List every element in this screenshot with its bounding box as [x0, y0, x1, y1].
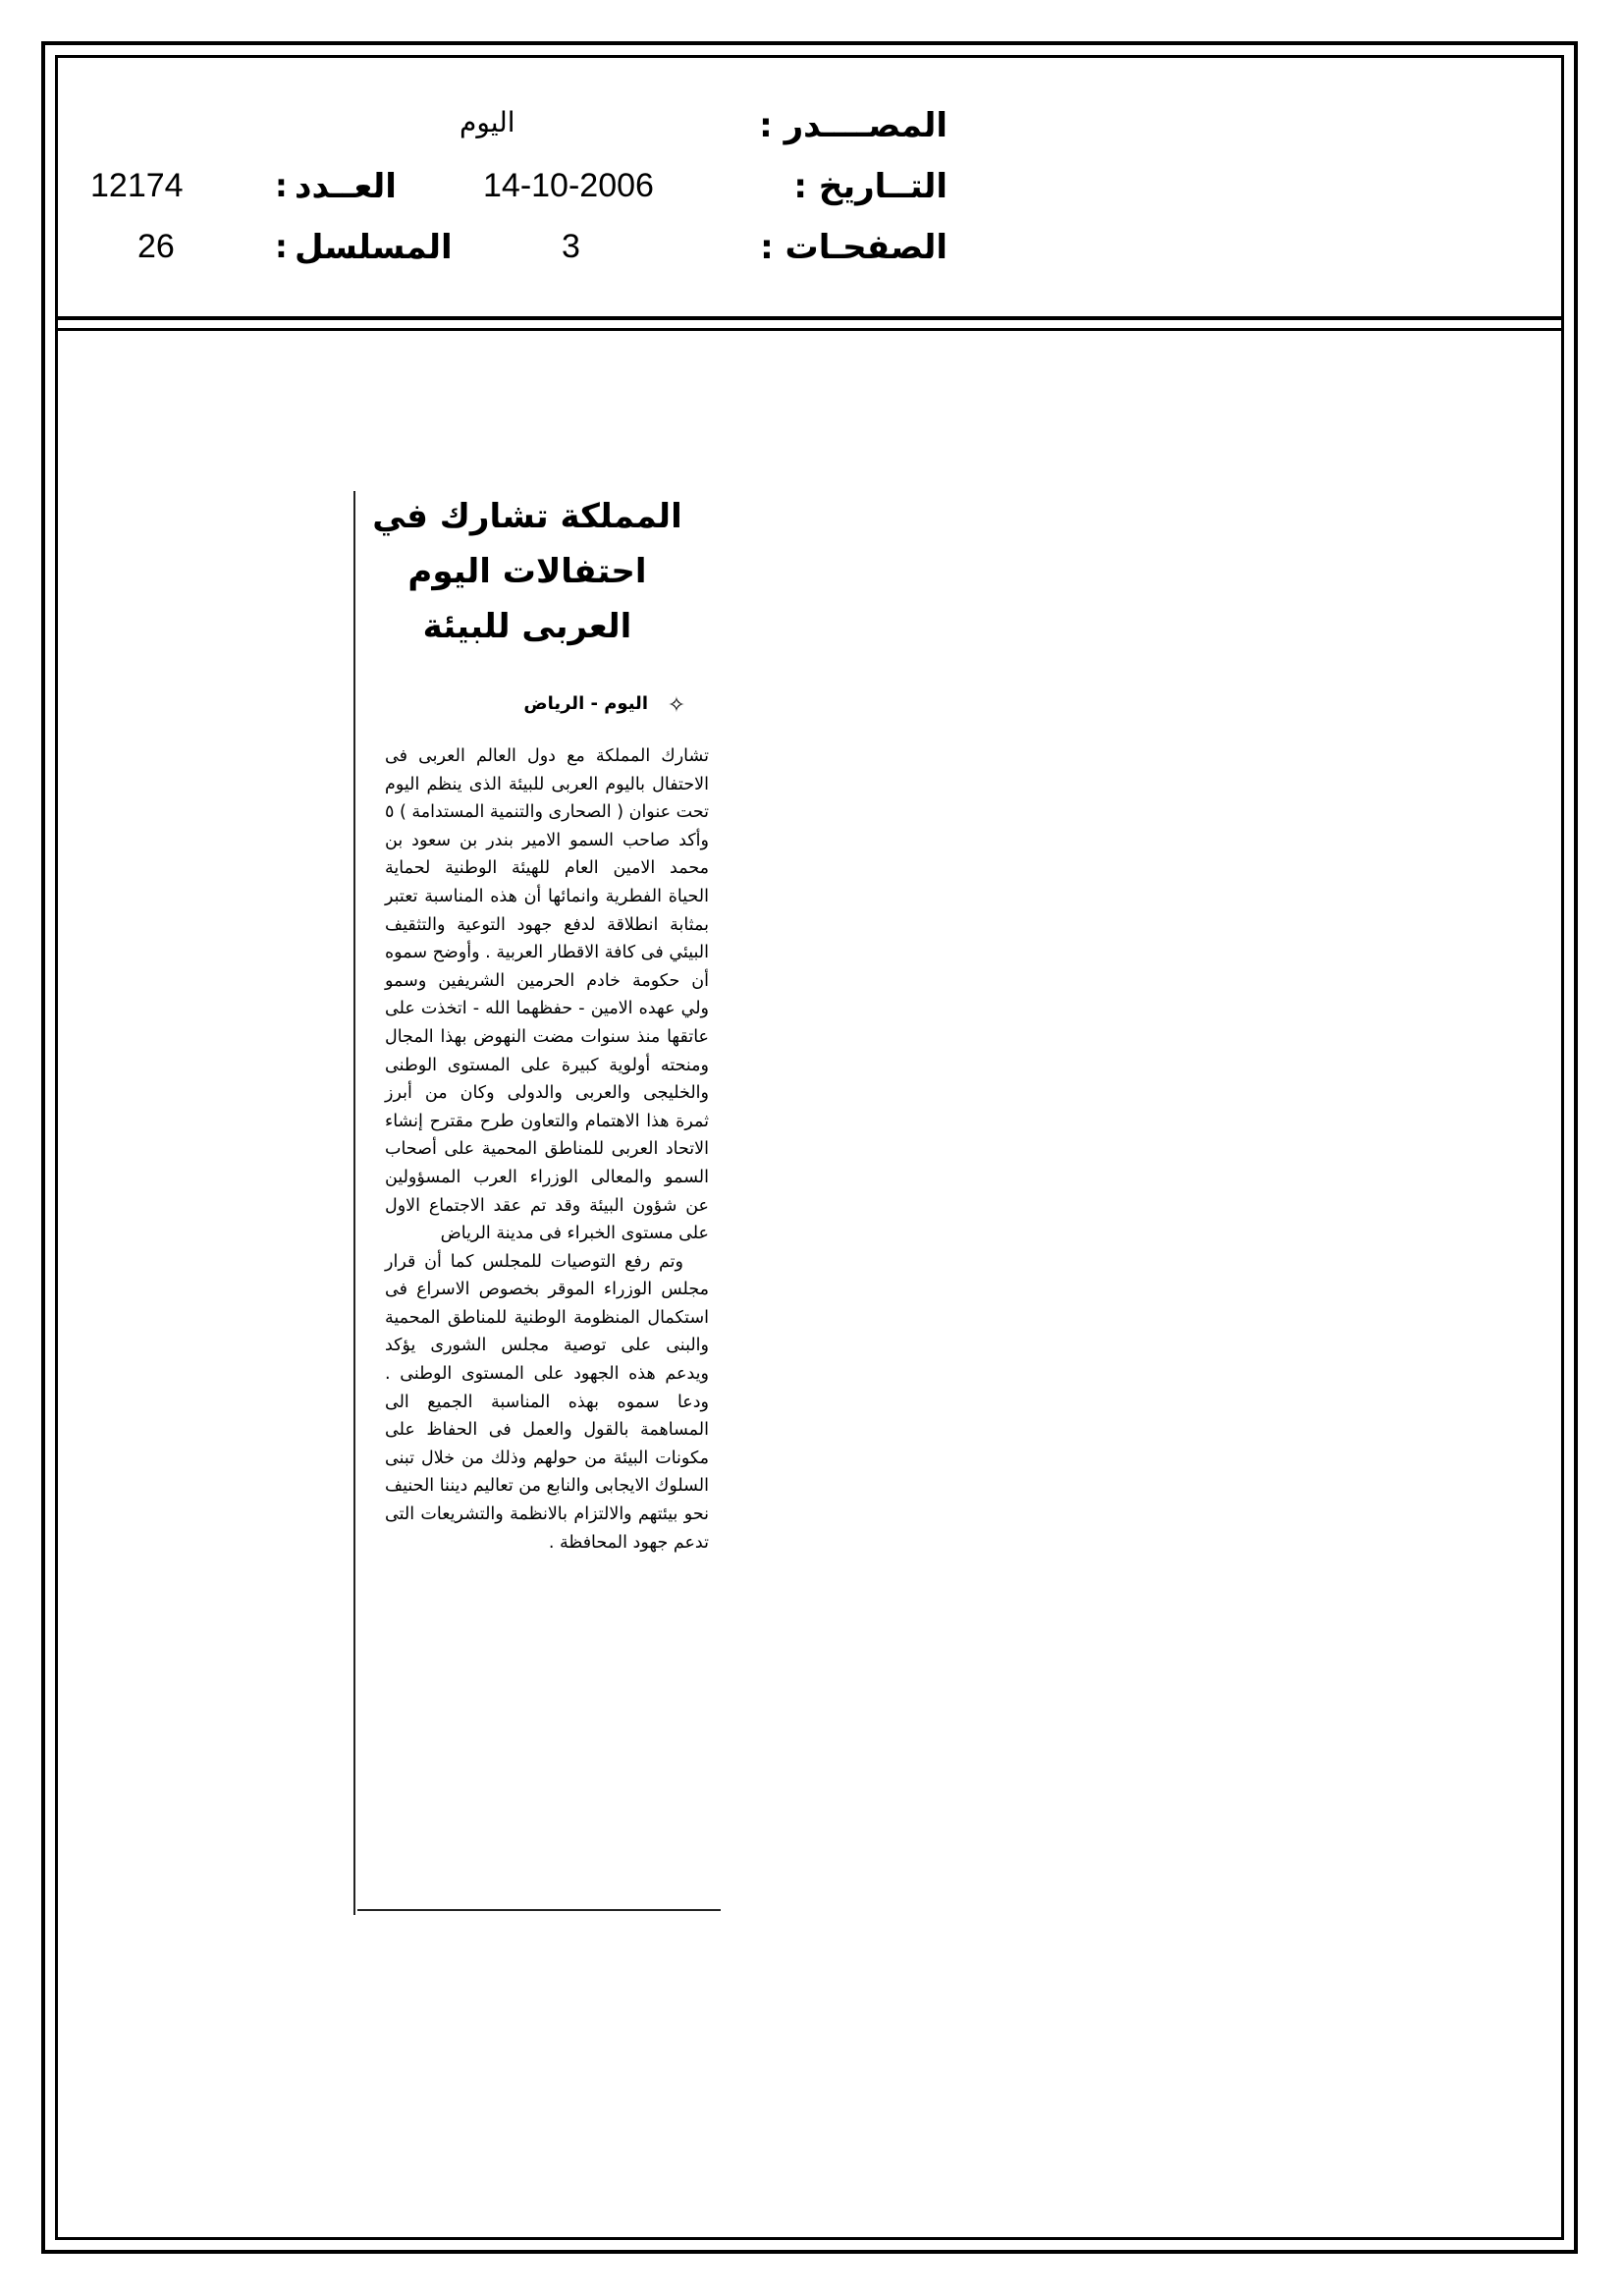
date-value: 14-10-2006 [483, 167, 654, 204]
source-value: اليوم [460, 106, 515, 138]
newspaper-logo-icon: ✧ [667, 693, 686, 718]
serial-value: 26 [137, 228, 175, 265]
issue-value: 12174 [90, 167, 184, 204]
serial-label: المسلسل [295, 228, 453, 267]
article-paragraph: تشارك المملكة مع دول العالم العربى فى الاحتفال باليوم العربى للبيئة الذى ينظم اليوم تحت عنوان ( الصحارى والتنمية المستدامة ) ٥ وأكد صاحب السمو الامير بندر بن سعود بن محمد الامين العام للهيئة الوطنية لحماية الحياة الفطرية وانمائها أن هذه المناسبة تعتبر بمثابة انطلاقة لدفع جهود التوعية والتثقيف البيئي فى كافة الاقطار العربية . وأوضح سموه أن حكومة خادم الحرمين الشريفين وسمو ولي عهده الامين - حفظهما الله - اتخذت على عاتقها منذ سنوات مضت النهوض بهذا المجال ومنحته أولوية كبيرة على المستوى الوطنى والخليجى والعربى والدولى وكان من أبرز ثمرة هذا الاهتمام والتعاون طرح مقترح إنشاء الاتحاد العربى للمناطق المحمية على أصحاب السمو والمعالى الوزراء العرب المسؤولين عن شؤون البيئة وقد تم عقد الاجتماع الاول على مستوى الخبراء فى مدينة الرياض [385, 746, 709, 1244]
issue-label: العــدد [295, 167, 397, 206]
clipping-bottom-rule [357, 1909, 721, 1911]
headline-line: العربى للبيئة [422, 607, 632, 646]
header-divider [55, 316, 1564, 320]
article-byline: اليوم - الرياض [523, 693, 648, 714]
headline-line: المملكة تشارك في [372, 497, 682, 536]
headline-line: احتفالات اليوم [407, 552, 647, 591]
article-body [385, 742, 709, 1557]
issue-colon: : [275, 167, 288, 204]
article-headline [365, 489, 689, 654]
page-border-inner [55, 55, 1564, 2240]
clipping-left-rule [353, 491, 355, 1915]
pages-label: الصفحـات : [760, 228, 947, 267]
article-paragraph: وتم رفع التوصيات للمجلس كما أن قرار مجلس الوزراء الموقر بخصوص الاسراع فى استكمال المنظومة الوطنية للمناطق المحمية والبنى على توصية مجلس الشورى يؤكد ويدعم هذه الجهود على المستوى الوطنى . ودعا سموه بهذه المناسبة الجميع الى المساهمة بالقول والعمل فى الحفاظ على مكونات البيئة من حولهم وذلك من خلال تبنى السلوك الايجابى والنابع من تعاليم ديننا الحنيف نحو بيئتهم والالتزام بالانظمة والتشريعات التى تدعم جهود المحافظة . [384, 1251, 709, 1553]
source-label: المصــــدر : [759, 106, 947, 145]
pages-value: 3 [562, 228, 580, 265]
header-divider-secondary [55, 328, 1564, 331]
date-label: التــاريخ : [793, 167, 947, 206]
serial-colon: : [275, 228, 288, 265]
